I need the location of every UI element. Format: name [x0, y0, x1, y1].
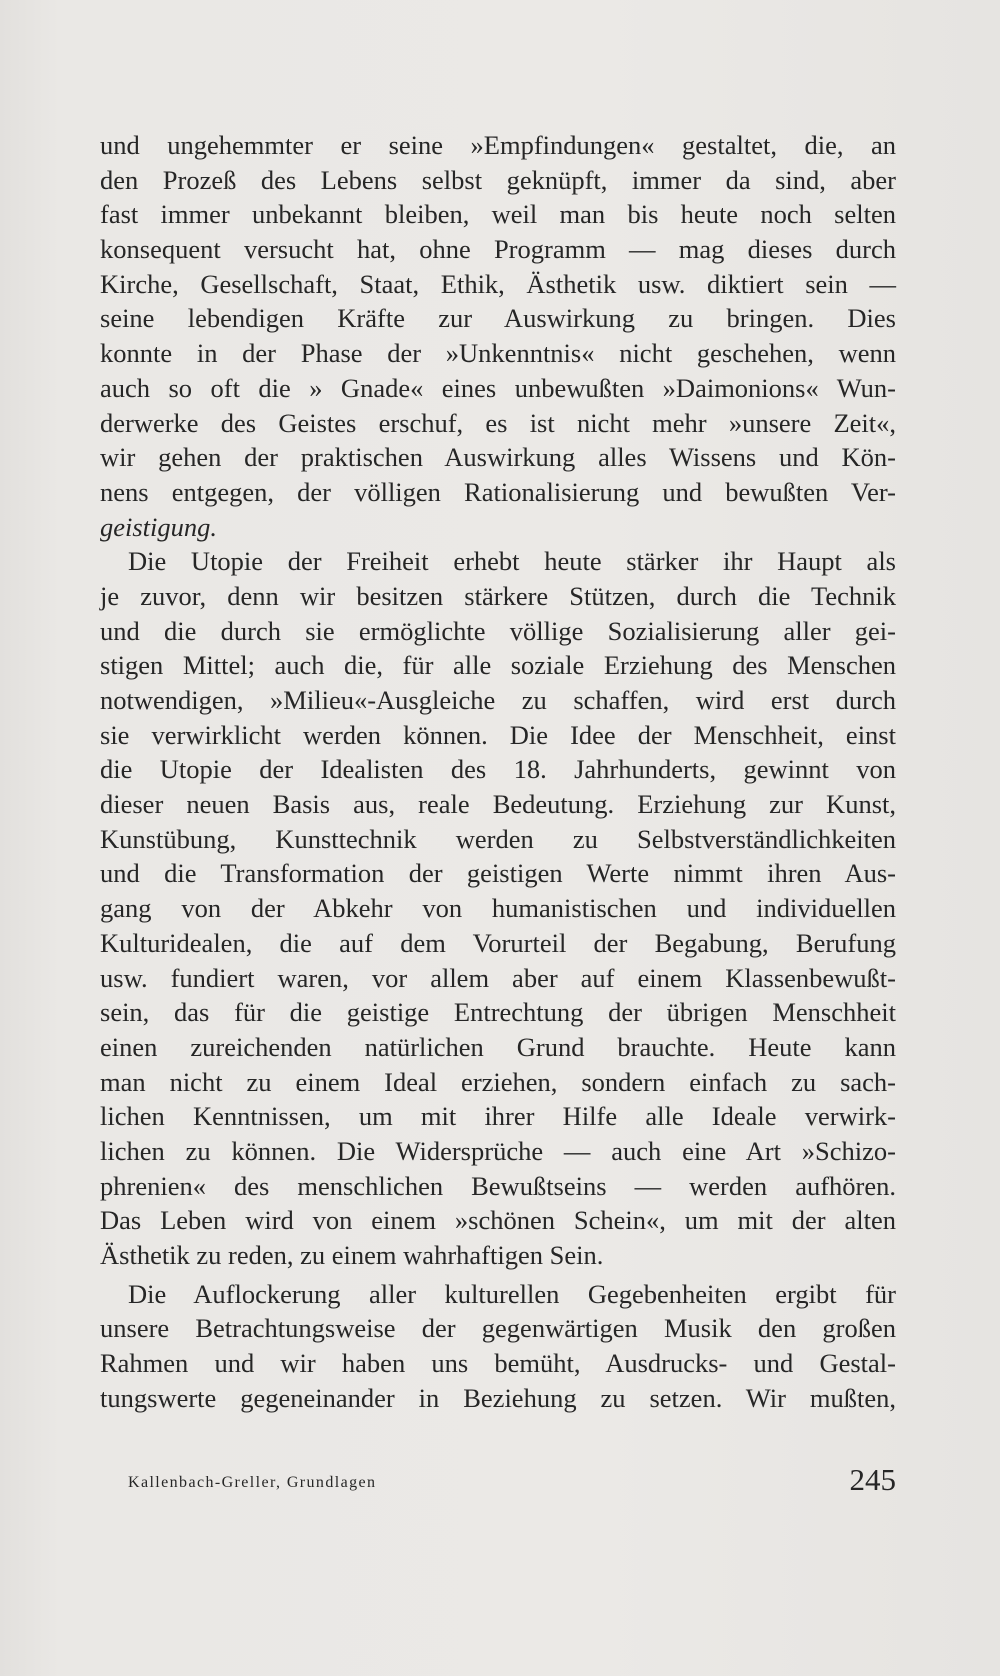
page-number: 245 [849, 1462, 896, 1497]
text-line: unsere Betrachtungsweise der gegenwärtigen Musik den großen [100, 1313, 896, 1344]
text-line: einen zureichenden natürlichen Grund brauchte. Heute kann [100, 1031, 896, 1062]
text-line: wir gehen der praktischen Auswirkung alles Wissens und Kön- [100, 442, 896, 473]
text-line: lichen zu können. Die Widersprüche — auch eine Art »Schizo- [100, 1135, 896, 1166]
text-line: den Prozeß des Lebens selbst geknüpft, immer da sind, aber [100, 164, 896, 195]
text-line: tungswerte gegeneinander in Beziehung zu setzen. Wir mußten, [100, 1382, 896, 1413]
text-line: und die Transformation der geistigen Werte nimmt ihren Aus- [100, 858, 896, 889]
text-line: man nicht zu einem Ideal erziehen, sondern einfach zu sach- [100, 1066, 896, 1097]
text-line: konsequent versucht hat, ohne Programm — mag dieses durch [100, 234, 896, 265]
text-line: derwerke des Geistes erschuf, es ist nicht mehr »unsere Zeit«, [100, 407, 896, 438]
text-line: und die durch sie ermöglichte völlige Sozialisierung aller gei- [100, 615, 896, 646]
text-line: sie verwirklicht werden können. Die Idee der Menschheit, einst [100, 719, 896, 750]
text-line: dieser neuen Basis aus, reale Bedeutung. Erziehung zur Kunst, [100, 789, 896, 820]
text-line: gang von der Abkehr von humanistischen und individuellen [100, 893, 896, 924]
text-line: Kirche, Gesellschaft, Staat, Ethik, Ästhetik usw. diktiert sein — [100, 268, 896, 299]
text-line: Kulturidealen, die auf dem Vorurteil der Begabung, Berufung [100, 927, 896, 958]
text-line: nens entgegen, der völligen Rationalisierung und bewußten Ver- [100, 476, 896, 507]
text-line: je zuvor, denn wir besitzen stärkere Stützen, durch die Technik [100, 580, 896, 611]
text-line: Das Leben wird von einem »schönen Schein«, um mit der alten [100, 1205, 896, 1236]
text-line: notwendigen, »Milieu«-Ausgleiche zu schaffen, wird erst durch [100, 685, 896, 715]
text-line: stigen Mittel; auch die, für alle soziale Erziehung des Menschen [100, 650, 896, 681]
text-line: seine lebendigen Kräfte zur Auswirkung zu bringen. Dies [100, 303, 896, 334]
text-line: die Utopie der Idealisten des 18. Jahrhunderts, gewinnt von [100, 754, 896, 785]
text-line: phrenien« des menschlichen Bewußtseins — werden aufhören. [100, 1170, 896, 1201]
text-line: Ästhetik zu reden, zu einem wahrhaftigen Sein. [100, 1240, 604, 1270]
text-line: Rahmen und wir haben uns bemüht, Ausdrucks- und Gestal- [100, 1348, 896, 1379]
page-footer [100, 1462, 896, 1512]
paragraph-start-line: Die Utopie der Freiheit erhebt heute stärker ihr Haupt als [128, 546, 896, 577]
text-line: fast immer unbekannt bleiben, weil man bis heute noch selten [100, 199, 896, 230]
text-line: geistigung. [100, 511, 218, 542]
text-line: usw. fundiert waren, vor allem aber auf einem Klassenbewußt- [100, 962, 896, 993]
text-line: lichen Kenntnissen, um mit ihrer Hilfe alle Ideale verwirk- [100, 1101, 896, 1132]
text-line: auch so oft die » Gnade« eines unbewußten »Daimonions« Wun- [100, 372, 896, 403]
body-text [100, 128, 896, 1415]
text-line: sein, das für die geistige Entrechtung der übrigen Menschheit [100, 997, 896, 1028]
text-line: konnte in der Phase der »Unkenntnis« nicht geschehen, wenn [100, 338, 896, 369]
running-title: Kallenbach-Greller, Grundlagen [128, 1474, 377, 1491]
text-line: Kunstübung, Kunsttechnik werden zu Selbstverständlichkeiten [100, 823, 896, 854]
text-line: und ungehemmter er seine »Empfindungen« gestaltet, die, an [100, 130, 896, 160]
paragraph-start-line: Die Auflockerung aller kulturellen Gegebenheiten ergibt für [128, 1278, 896, 1309]
